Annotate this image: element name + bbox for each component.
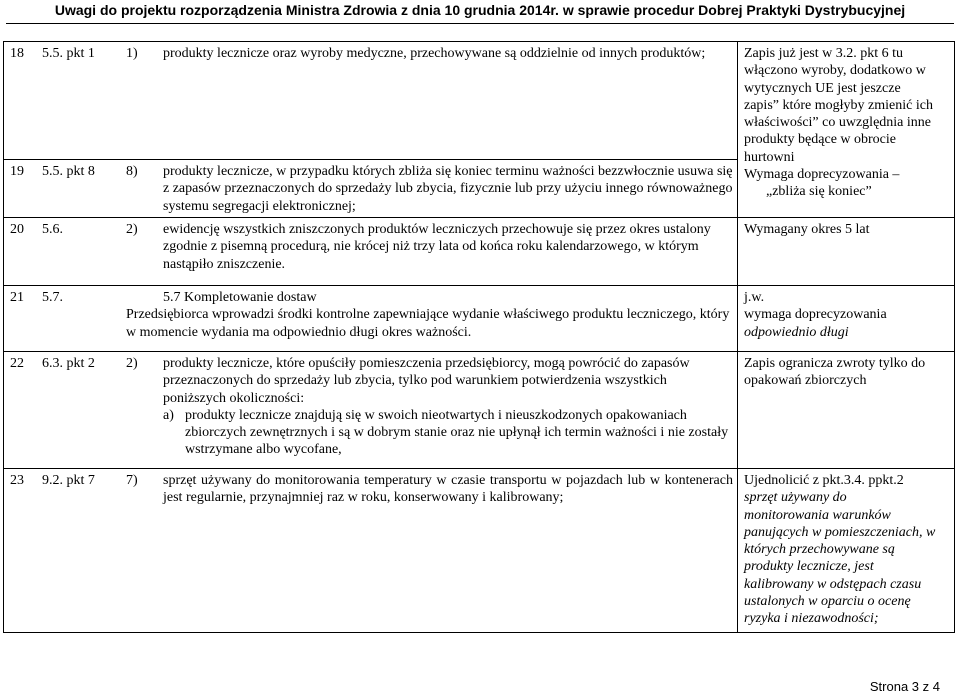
provision-cell: [4, 469, 738, 633]
page-number: Strona 3 z 4: [869, 679, 940, 694]
remark-line: wytycznych UE jest jeszcze: [744, 80, 901, 96]
remark-line: wymaga doprecyzowania: [744, 307, 887, 323]
provision-cell: [4, 286, 738, 352]
header-title: Uwagi do projektu rozporządzenia Ministra Zdrowia z dnia 10 grudnia 2014r. w sprawie procedur Dobrej Praktyki Dystrybucyjnej: [54, 2, 906, 18]
item-marker: 2): [126, 222, 138, 237]
remark-line: ustalonych w oparciu o ocenę: [744, 594, 911, 610]
remark-cell: [738, 469, 955, 633]
document-header: [0, 0, 960, 34]
row-reference: 5.6.: [42, 222, 63, 237]
provision-text: sprzęt używany do monitorowania temperatury w czasie transportu w pojazdach lub w kontenerach jest regularnie, przynajmniej raz w roku, konserwowany i kalibrowany;: [163, 473, 733, 506]
remark-line: „zbliża się koniec”: [766, 184, 872, 200]
provision-cell: [4, 160, 738, 218]
remark-line: włączono wyroby, dodatkowo w: [744, 63, 926, 79]
remark-line: opakowań zbiorczych: [744, 373, 867, 389]
provision-text: produkty lecznicze, które opuściły pomieszczenia przedsiębiorcy, mogą powrócić do zapasów przeznaczonych do sprzedaży lub zbycia, tylko pod warunkiem potwierdzenia wszystkich poniższych okoliczności:: [163, 356, 690, 406]
row-reference: 5.5. pkt 8: [42, 164, 95, 179]
remark-line: produkty lecznicze, jest: [744, 559, 874, 575]
remark-line: zapis” które mogłyby zmienić ich: [744, 97, 933, 113]
row-number: 21: [10, 290, 24, 305]
provision-cell: [4, 42, 738, 160]
remark-cell: [738, 218, 955, 286]
table-row: [4, 42, 955, 160]
remark-line: hurtowni: [744, 149, 795, 165]
remark-line: właściwości” co uwzględnia inne: [744, 115, 931, 131]
remarks-table: [3, 41, 955, 633]
remark-line: produkty będące w obrocie: [744, 132, 896, 148]
provision-cell: [4, 218, 738, 286]
row-number: 19: [10, 164, 24, 179]
table-row: [4, 218, 955, 286]
remark-line: Zapis ogranicza zwroty tylko do: [744, 356, 926, 371]
sub-item-marker: a): [163, 407, 174, 423]
provision-text: produkty lecznicze oraz wyroby medyczne, przechowywane są oddzielnie od innych produktów;: [163, 46, 706, 61]
item-marker: 8): [126, 164, 138, 179]
provision-text: produkty lecznicze, w przypadku których zbliża się koniec terminu ważności bezzwłocznie usuwa się z zapasów przeznaczonych do sprzedaży lub zbycia, fizycznie lub przy użyciu innego równoważnego systemu segregacji elektronicznej;: [163, 164, 733, 214]
provision-cell: [4, 352, 738, 469]
remark-line: Wymagany okres 5 lat: [744, 222, 870, 237]
table-row: [4, 469, 955, 633]
remark-cell: [738, 42, 955, 218]
table-row: [4, 286, 955, 352]
item-marker: 2): [126, 356, 138, 371]
item-marker: 7): [126, 473, 138, 488]
remark-line: Wymaga doprecyzowania –: [744, 167, 900, 183]
remark-line: Zapis już jest w 3.2. pkt 6 tu: [744, 46, 904, 61]
sub-item-text: produkty lecznicze znajdują się w swoich nieotwartych i nieuszkodzonych opakowaniach zbiorczych zewnętrznych i są w dobrym stanie oraz nie upłynął ich termin ważności i nie zostały wstrzymane albo wycofane,: [185, 407, 729, 458]
provision-text: Przedsiębiorca wprowadzi środki kontrolne zapewniające wydanie właściwego produktu leczniczego, który w momencie wydania ma odpowiednio długi okres ważności.: [126, 307, 730, 340]
remark-cell: [738, 352, 955, 469]
row-reference: 9.2. pkt 7: [42, 473, 95, 488]
remark-line: których przechowywane są: [744, 542, 895, 558]
remark-line: j.w.: [744, 290, 765, 305]
row-number: 22: [10, 356, 24, 371]
remark-cell: [738, 286, 955, 352]
remark-line: ryzyka i niezawodności;: [744, 611, 879, 627]
row-reference: 5.5. pkt 1: [42, 46, 95, 61]
row-number: 20: [10, 222, 24, 237]
remark-line: odpowiednio długi: [744, 324, 849, 340]
remark-line: kalibrowany w odstępach czasu: [744, 576, 922, 592]
provision-text: ewidencję wszystkich zniszczonych produktów leczniczych przechowuje się przez okres ustalony zgodnie z pisemną procedurą, nie krócej niż trzy lata od końca roku kalendarzowego, w którym nastąpiło zniszczenie.: [163, 222, 711, 272]
remark-line: panujących w pomieszczeniach, w: [744, 524, 936, 540]
row-number: 18: [10, 46, 24, 61]
section-heading: 5.7 Kompletowanie dostaw: [163, 290, 317, 305]
item-marker: 1): [126, 46, 138, 61]
remark-line: sprzęt używany do: [744, 490, 847, 506]
row-reference: 5.7.: [42, 290, 63, 305]
table-row: [4, 352, 955, 469]
row-reference: 6.3. pkt 2: [42, 356, 95, 371]
remark-line: monitorowania warunków: [744, 507, 891, 523]
row-number: 23: [10, 473, 24, 488]
header-rule: [6, 23, 954, 24]
remark-line: Ujednolicić z pkt.3.4. ppkt.2: [744, 473, 904, 488]
